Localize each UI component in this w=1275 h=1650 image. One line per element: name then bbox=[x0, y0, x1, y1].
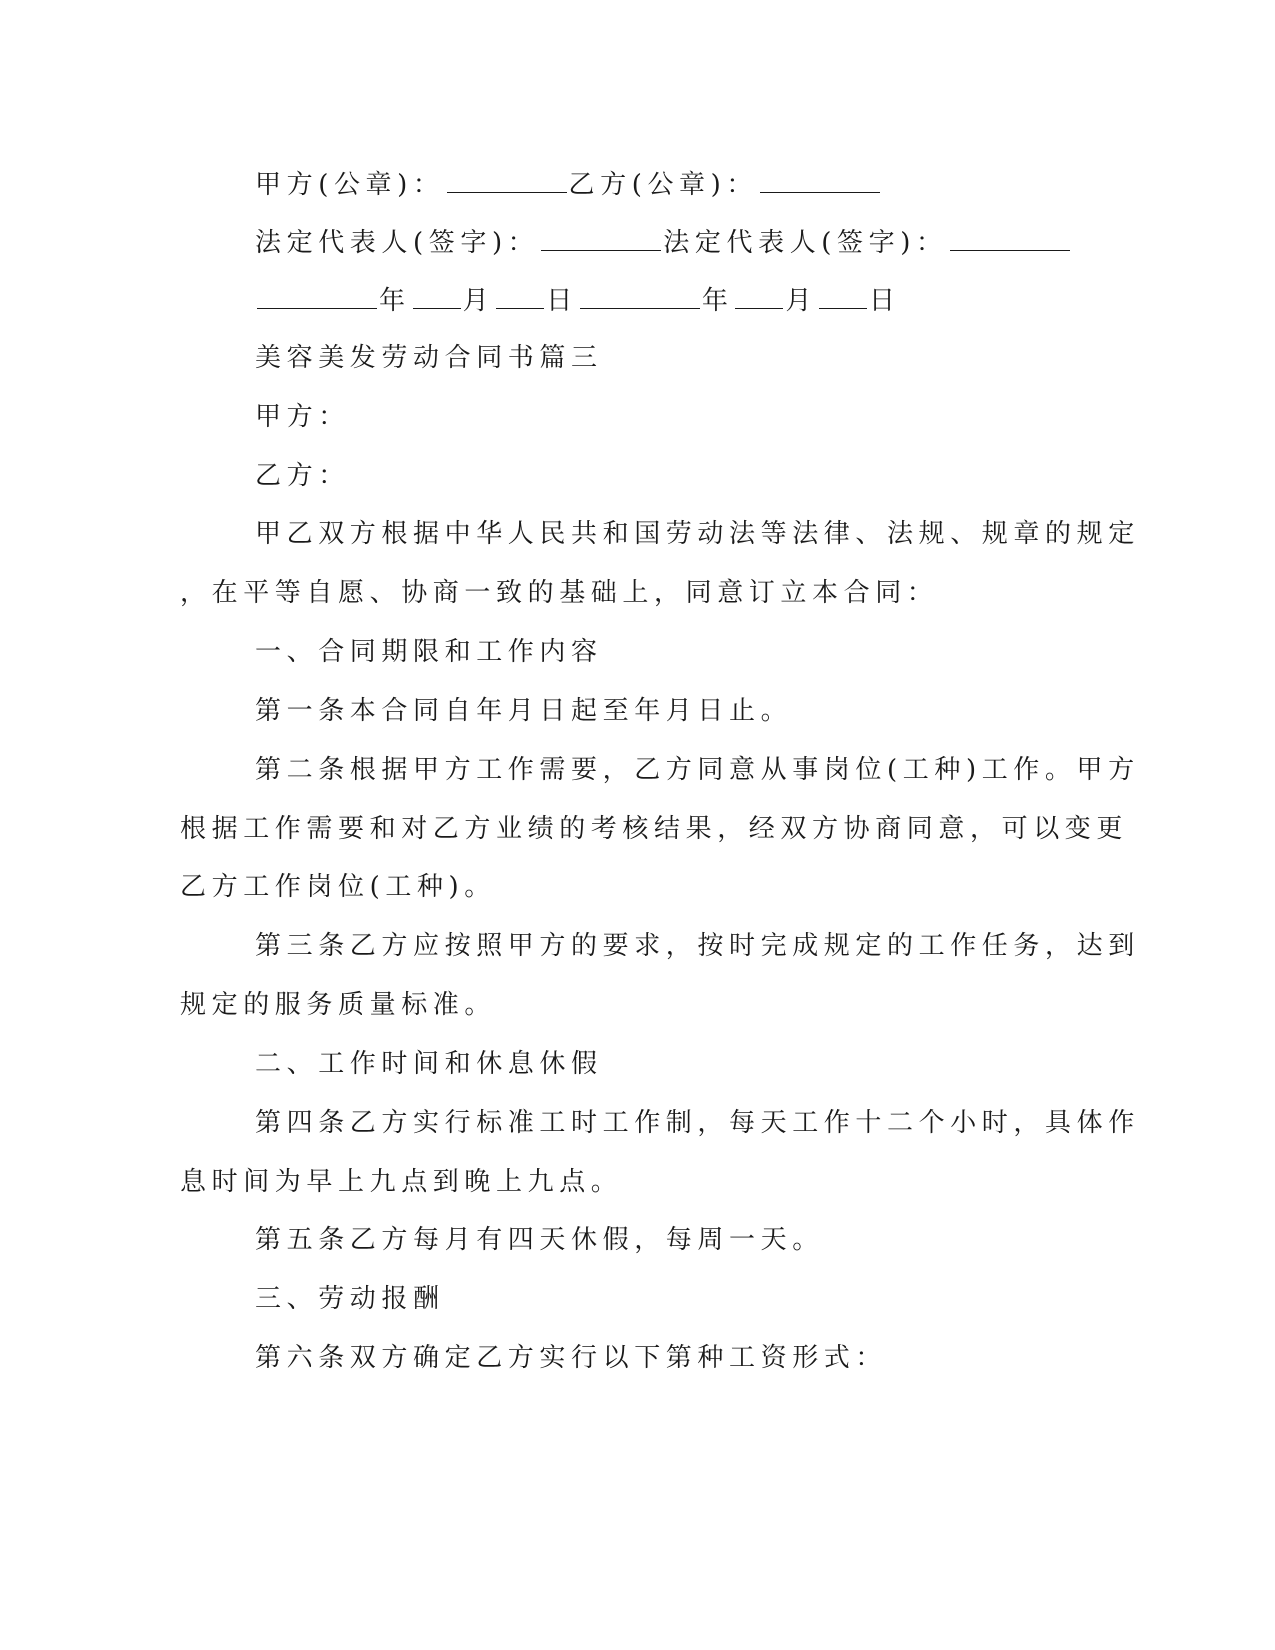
intro-line-1: 甲乙双方根据中华人民共和国劳动法等法律、法规、规章的规定 bbox=[255, 519, 1140, 549]
seal-line bbox=[255, 166, 882, 202]
article-2-line-3: 乙方工作岗位(工种)。 bbox=[180, 872, 496, 902]
year-label-a: 年 bbox=[379, 286, 411, 316]
party-a-seal-label: 甲方(公章)： bbox=[255, 170, 445, 200]
year-label-b: 年 bbox=[701, 286, 734, 316]
month-blank-a bbox=[413, 282, 461, 309]
party-b-label: 乙方： bbox=[255, 461, 350, 491]
date-line bbox=[255, 282, 901, 318]
article-2-line-2: 根据工作需要和对乙方业绩的考核结果，经双方协商同意，可以变更 bbox=[180, 814, 1129, 844]
party-b-seal-blank bbox=[760, 166, 880, 193]
month-blank-b bbox=[735, 282, 783, 309]
party-a-label: 甲方： bbox=[255, 402, 350, 432]
heading-work-hours: 二、工作时间和休息休假 bbox=[255, 1049, 603, 1079]
day-blank-b bbox=[819, 282, 867, 309]
month-label-b: 月 bbox=[785, 286, 818, 316]
article-3-line-1: 第三条乙方应按照甲方的要求，按时完成规定的工作任务，达到 bbox=[255, 931, 1140, 961]
article-4-line-1: 第四条乙方实行标准工时工作制，每天工作十二个小时，具体作 bbox=[255, 1108, 1140, 1138]
party-a-seal-blank bbox=[447, 166, 567, 193]
day-label-a: 日 bbox=[546, 286, 578, 316]
month-label-a: 月 bbox=[462, 286, 495, 316]
heading-remuneration: 三、劳动报酬 bbox=[255, 1284, 445, 1314]
article-3-line-2: 规定的服务质量标准。 bbox=[180, 990, 497, 1020]
article-2-line-1: 第二条根据甲方工作需要，乙方同意从事岗位(工种)工作。甲方 bbox=[255, 755, 1140, 785]
party-b-seal-label: 乙方(公章)： bbox=[568, 170, 758, 200]
heading-contract-term: 一、合同期限和工作内容 bbox=[255, 637, 603, 667]
intro-line-2: ，在平等自愿、协商一致的基础上，同意订立本合同： bbox=[180, 578, 939, 608]
section-title: 美容美发劳动合同书篇三 bbox=[255, 343, 603, 373]
article-1: 第一条本合同自年月日起至年月日止。 bbox=[255, 696, 793, 726]
day-label-b: 日 bbox=[869, 286, 901, 316]
party-a-rep-blank bbox=[541, 224, 661, 251]
article-4-line-2: 息时间为早上九点到晚上九点。 bbox=[180, 1167, 623, 1197]
year-blank-a bbox=[257, 282, 377, 309]
party-a-rep-label: 法定代表人(签字)： bbox=[255, 228, 540, 258]
representative-line bbox=[255, 224, 1072, 260]
party-b-rep-blank bbox=[950, 224, 1070, 251]
party-b-rep-label: 法定代表人(签字)： bbox=[663, 228, 948, 258]
article-6: 第六条双方确定乙方实行以下第种工资形式： bbox=[255, 1343, 888, 1373]
day-blank-a bbox=[496, 282, 544, 309]
article-5: 第五条乙方每月有四天休假，每周一天。 bbox=[255, 1225, 824, 1255]
year-blank-b bbox=[580, 282, 700, 309]
